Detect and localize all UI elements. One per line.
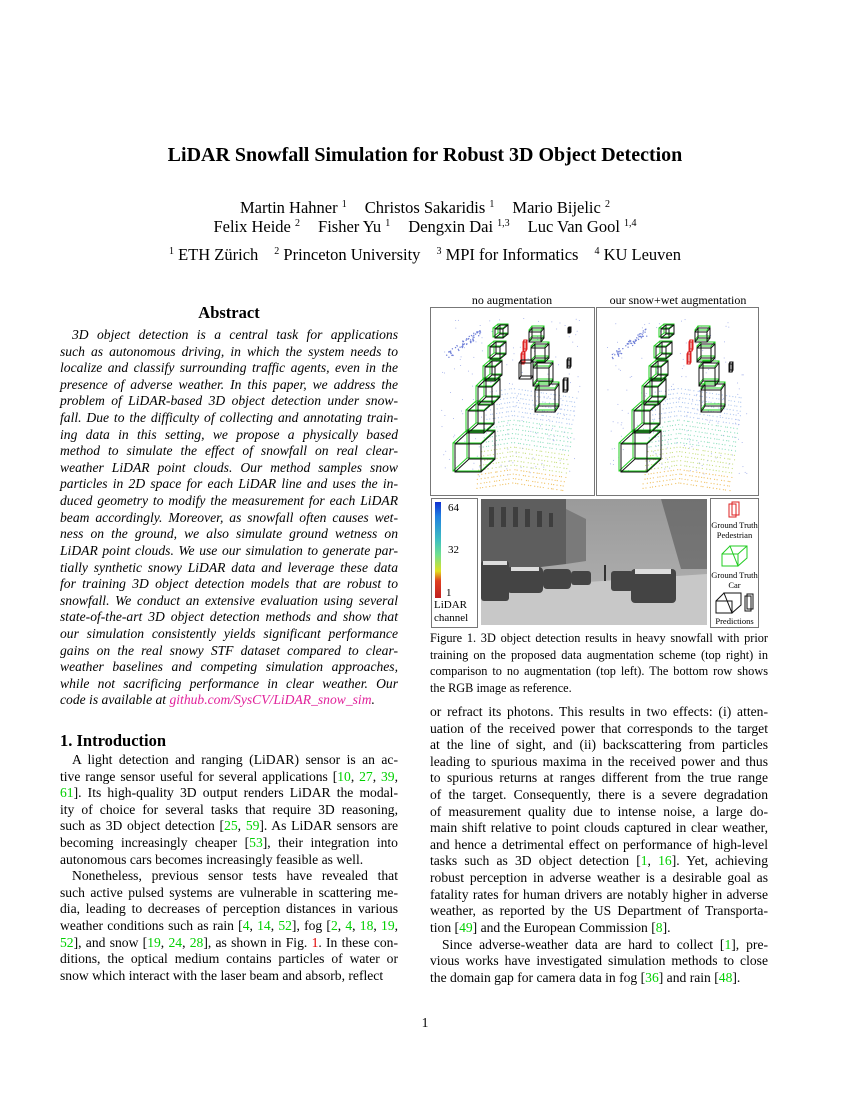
panel-title-snow-wet-augmentation: our snow+wet augmentation	[609, 293, 747, 307]
text-line: weather LiDAR point clouds. Our method samples snow	[60, 459, 398, 475]
predicted-box	[729, 362, 733, 372]
affiliation-name: KU Leuven	[603, 245, 682, 264]
citation[interactable]: 61	[60, 785, 74, 801]
section-heading-introduction: 1. Introduction	[60, 731, 167, 750]
text-line: problem of LiDAR-based 3D object detection under snow-	[60, 393, 398, 409]
text-line: 61]. Its high-quality 3D output renders LiDAR the modal-	[60, 785, 398, 801]
text: .	[371, 692, 375, 708]
text: code is available at	[60, 692, 170, 708]
text-line: robust perception in adverse weather is a desirable goal as	[430, 870, 768, 886]
citation[interactable]: 24	[168, 934, 183, 950]
affiliation	[436, 245, 578, 264]
affiliation-name: Princeton University	[283, 245, 421, 264]
predicted-car-box	[656, 342, 672, 359]
citation[interactable]: 19	[381, 918, 395, 934]
author-name: Mario Bijelic	[512, 198, 601, 217]
citation[interactable]: 27	[359, 768, 373, 784]
affiliation-number: 3	[436, 246, 442, 257]
text-line: duced geometry to modify the measurement for each LiDAR	[60, 493, 398, 509]
text-line: becoming increasingly cheaper [53], their integration into	[60, 835, 398, 851]
text-line: Figure 1. 3D object detection results in heavy snowfall with prior	[430, 631, 768, 645]
legend-panel	[710, 498, 759, 628]
legend-ground-truth-pedestrian	[711, 520, 758, 540]
text-line: and hence a detrimental effect on performance of high-level	[430, 836, 768, 852]
author	[528, 217, 637, 236]
street-scene-illustration	[481, 499, 707, 625]
text-line: A light detection and ranging (LiDAR) sensor is an ac-	[72, 752, 398, 767]
text-line: such as autonomous driving, in which the system needs to	[60, 343, 398, 359]
text-line: the RGB image as reference.	[430, 680, 572, 695]
author-affiliation-mark: 1	[341, 199, 347, 210]
predicted-car-box	[490, 342, 506, 359]
author-affiliation-mark: 1	[489, 199, 495, 210]
predicted-car-box	[519, 360, 533, 379]
colorbar-title-line2: channel	[434, 612, 469, 624]
ground-truth-car-box	[488, 341, 506, 358]
predicted-car-box	[621, 431, 661, 472]
author	[318, 217, 390, 236]
citation[interactable]: 14	[257, 918, 271, 934]
text-line: of the target. Consequently, there is a severe degradation	[430, 787, 768, 803]
text-line: state-of-the-art 3D object detection methods and show that	[60, 609, 398, 625]
text-line: tially synthetic snowy LiDAR data and leverage these data	[60, 559, 398, 575]
predicted-car-box	[634, 402, 660, 433]
citation[interactable]: 1	[724, 936, 732, 952]
citation[interactable]: 19	[147, 934, 161, 950]
ground-truth-pedestrian-box	[521, 352, 525, 364]
ground-truth-pedestrian-box	[523, 340, 527, 351]
colorbar-title	[434, 599, 468, 625]
figure-reference[interactable]: 1	[311, 934, 319, 950]
text-line: weather baselines and competing simulation approaches,	[60, 659, 398, 675]
text-line: method to simulate the effect of snowfall on real clear-	[60, 443, 398, 459]
predicted-box	[563, 378, 568, 392]
affiliation-name: MPI for Informatics	[445, 245, 579, 264]
text-line: to spurious returns at ranges different from the true range	[430, 770, 768, 786]
text-line: of measurement quality due to intense noise, a large do-	[430, 803, 768, 819]
author-affiliation-mark: 1,4	[624, 218, 637, 229]
text-line: or refract its photons. This results in two effects: (i) atten-	[430, 704, 768, 719]
text-line: gains on the real snowy STF dataset compared to clear-	[60, 642, 398, 658]
predicted-car-box	[455, 431, 495, 472]
text-line: ing data in this setting, we propose a physically based	[60, 426, 398, 442]
legend-text: Car	[728, 580, 741, 590]
citation[interactable]: 16	[658, 853, 672, 869]
text-line	[60, 692, 398, 709]
affiliation	[594, 245, 681, 264]
colorbar-panel	[431, 498, 478, 628]
abstract-paragraph	[60, 327, 398, 709]
text-line: the domain gap for camera data in fog [36] and rain [48].	[430, 969, 741, 985]
author	[512, 198, 610, 217]
author-affiliation-mark: 2	[295, 218, 301, 229]
author	[240, 198, 347, 217]
author-name: Christos Sakaridis	[364, 198, 486, 217]
text-line: weather, as reported by the US Department of Transporta-	[430, 903, 768, 919]
affiliation-number: 1	[168, 246, 174, 257]
citation[interactable]: 39	[381, 768, 395, 784]
author-affiliation-mark: 2	[604, 199, 610, 210]
text-line: weather conditions such as rain [4, 14, 52], fog [2, 4, 18, 19,	[60, 918, 399, 934]
car-box-icon	[720, 544, 750, 568]
paragraph	[430, 704, 768, 937]
text-line: ness on the ground, we also simulate ground wetness on	[60, 526, 398, 542]
ground-truth-car-box	[654, 341, 672, 358]
citation[interactable]: 48	[718, 969, 733, 985]
text-line: 3D object detection is a central task for applications	[72, 327, 398, 342]
predicted-box	[567, 358, 571, 368]
pointcloud-panel-no-augmentation	[430, 307, 595, 496]
citation[interactable]: 4	[345, 918, 353, 934]
citation[interactable]: 25	[224, 818, 238, 834]
text-line: vious works have investigated simulation methods to close	[430, 953, 768, 969]
citation[interactable]: 59	[245, 818, 260, 834]
text-line: LiDAR point clouds. We use our simulation to generate par-	[60, 542, 398, 558]
text-line: such active pulsed systems are vulnerable in scattering me-	[60, 884, 398, 900]
text-line: leading to spurious maxima in the received power and thus	[430, 753, 768, 769]
author-name: Dengxin Dai	[408, 217, 494, 236]
text-line: snowfall. We conduct an extensive evaluation using several	[60, 592, 398, 608]
author-affiliation-mark: 1,3	[497, 218, 510, 229]
pedestrian-box-icon	[727, 501, 741, 519]
pointcloud-visualization	[431, 308, 594, 495]
text-line: particles in 2D space for each LiDAR line and uses the in-	[60, 476, 398, 492]
legend-text: Ground Truth	[711, 570, 758, 580]
text-line: fatality rates for human drivers are notably higher in adverse	[430, 886, 768, 902]
text-line: dia, leading to decreases of perception distances in various	[60, 901, 398, 917]
text-line: while not sacrificing performance in clear weather. Our	[60, 675, 398, 691]
citation[interactable]: 52	[278, 918, 292, 934]
legend-text: Pedestrian	[716, 530, 753, 540]
citation[interactable]: 49	[459, 919, 473, 935]
author-name: Luc Van Gool	[527, 217, 620, 236]
paragraph	[60, 868, 398, 984]
predicted-car-box	[495, 325, 508, 338]
author-affiliation-mark: 1	[385, 218, 391, 229]
text-line: tive range sensor useful for several applications [10, 27, 39,	[60, 768, 398, 784]
citation[interactable]: 8	[655, 919, 663, 935]
ground-truth-pedestrian-box	[687, 352, 691, 364]
affiliation	[169, 245, 258, 264]
pointcloud-visualization	[597, 308, 758, 495]
rgb-snow-street-image	[481, 499, 707, 625]
affiliation-number: 4	[594, 246, 600, 257]
figure-caption	[430, 630, 768, 696]
colorbar-title-line1: LiDAR	[434, 599, 467, 611]
author-name: Martin Hahner	[240, 198, 338, 217]
citation[interactable]: 1	[640, 853, 648, 869]
legend-predictions: Predictions	[715, 616, 754, 626]
right-column-body	[430, 704, 768, 986]
text-line: main shift relative to point clouds captured in clear weather,	[430, 820, 768, 836]
legend-text: Ground Truth	[711, 520, 758, 530]
affiliation	[274, 245, 420, 264]
affiliation-number: 2	[274, 246, 280, 257]
citation[interactable]: 52	[60, 934, 74, 950]
author-line-1	[0, 198, 850, 218]
lidar-channel-colorbar	[435, 502, 441, 598]
colorbar-label-mid: 32	[448, 544, 459, 556]
citation[interactable]: 4	[242, 918, 250, 934]
text-line: beam accordingly. Moreover, as snowfall often causes wet-	[60, 509, 398, 525]
introduction-body	[60, 752, 398, 985]
author	[365, 198, 495, 217]
text-line: comparison to no augmentation (top left). The bottom row shows	[430, 664, 768, 678]
text-line: autonomous cars becomes increasingly feasible as well.	[60, 851, 364, 867]
paper-title: LiDAR Snowfall Simulation for Robust 3D Object Detection	[167, 144, 683, 166]
prediction-box-icon	[714, 591, 756, 615]
citation[interactable]: 36	[645, 969, 659, 985]
text-line: tion [49] and the European Commission [8].	[430, 919, 671, 935]
text-line: uation of the received power that corresponds to the target	[430, 720, 768, 736]
text-line: ity of choice for several tasks that require 3D reasoning,	[60, 801, 398, 817]
paragraph	[430, 937, 768, 987]
citation[interactable]: 10	[337, 768, 351, 784]
text-line: 52], and snow [19, 24, 28], as shown in Fig. 1. In these con-	[60, 934, 398, 950]
citation[interactable]: 2	[330, 918, 338, 934]
code-link[interactable]: github.com/SysCV/LiDAR_snow_sim	[169, 692, 372, 708]
colorbar-label-top: 64	[448, 502, 459, 514]
panel-title-no-augmentation: no augmentation	[471, 293, 553, 307]
author-name: Felix Heide	[213, 217, 291, 236]
citation[interactable]: 18	[359, 918, 374, 934]
author-name: Fisher Yu	[318, 217, 382, 236]
text-line: localize and classify surrounding traffic agents, even in the	[60, 360, 398, 376]
text-line: training on the proposed data augmentation scheme (top right) in	[430, 647, 768, 662]
citation[interactable]: 28	[189, 934, 204, 950]
affiliations	[0, 245, 850, 265]
text-line: Since adverse-weather data are hard to collect [1], pre-	[442, 936, 769, 952]
author	[408, 217, 509, 236]
text-line: for training 3D object detection models that are robust to	[60, 576, 398, 592]
text-line: tasks such as 3D object detection [1, 16]. Yet, achieving	[430, 853, 768, 869]
legend-ground-truth-car	[711, 570, 758, 590]
author-line-2	[0, 217, 850, 237]
pointcloud-panel-snow-augmentation	[596, 307, 759, 496]
text-line: at the line of sight, and (ii) backscattering from particles	[430, 737, 768, 753]
text-line: fall. Due to the difficulty of collecting and annotating train-	[60, 410, 398, 426]
affiliation-name: ETH Zürich	[178, 245, 259, 264]
text-line: such as 3D object detection [25, 59]. As LiDAR sensors are	[60, 818, 399, 834]
abstract-heading: Abstract	[198, 303, 260, 322]
author	[213, 217, 300, 236]
text-line: presence of adverse weather. In this paper, we address the	[60, 376, 398, 392]
abstract-body	[60, 327, 398, 709]
text-line: ditions, the optical medium contains particles of water or	[60, 951, 398, 967]
predicted-car-box	[661, 325, 674, 338]
colorbar-label-bottom: 1	[446, 587, 452, 599]
page-number: 1	[421, 1015, 429, 1030]
text-line: snow which interact with the laser beam and absorb, reflect	[60, 967, 384, 983]
ground-truth-pedestrian-box	[689, 340, 693, 351]
text-line: our simulation consistently yields significant performance	[60, 625, 398, 641]
text-line: Nonetheless, previous sensor tests have revealed that	[72, 868, 398, 884]
predicted-box	[568, 327, 571, 333]
citation[interactable]: 53	[249, 835, 263, 851]
paragraph	[60, 752, 398, 868]
